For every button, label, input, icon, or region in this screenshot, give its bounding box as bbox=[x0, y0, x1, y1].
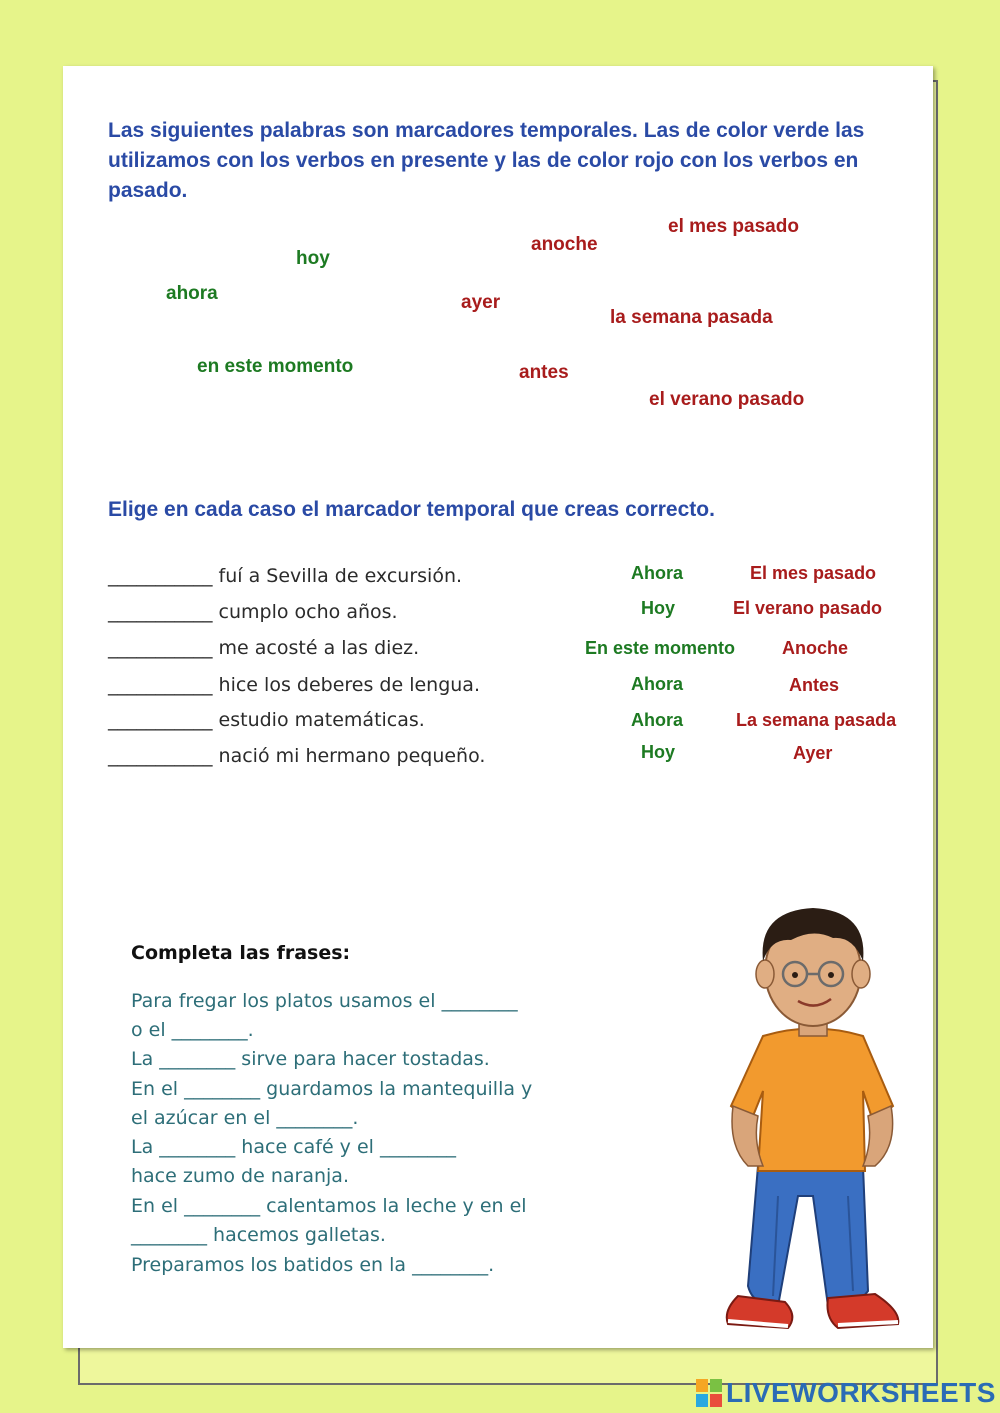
exercise-option-past-6[interactable]: Ayer bbox=[793, 743, 833, 763]
exercise-sentence-4: ___________ hice los deberes de lengua. bbox=[108, 674, 480, 696]
marker-antes: antes bbox=[519, 362, 569, 383]
exercise-option-present-1[interactable]: Ahora bbox=[631, 563, 684, 583]
marker-el-mes-pasado: el mes pasado bbox=[668, 216, 799, 237]
complete-title: Completa las frases: bbox=[131, 942, 351, 964]
worksheet-page bbox=[63, 66, 933, 1348]
complete-line-10: Preparamos los batidos en la ________. bbox=[131, 1254, 495, 1276]
exercise-sentence-2: ___________ cumplo ocho años. bbox=[108, 601, 398, 623]
intro-text: Las siguientes palabras son marcadores temporales. Las de color verde las utilizamos con los verbos en presente y las de color rojo con los verbos en pasado. bbox=[108, 119, 865, 202]
marker-ayer: ayer bbox=[461, 292, 501, 313]
complete-line-5: el azúcar en el ________. bbox=[131, 1107, 359, 1129]
marker-la-semana-pasada: la semana pasada bbox=[610, 307, 773, 328]
exercise-option-past-3[interactable]: Anoche bbox=[782, 638, 849, 658]
marker-ahora: ahora bbox=[166, 283, 218, 304]
complete-line-7: hace zumo de naranja. bbox=[131, 1165, 349, 1187]
marker-en-este-momento: en este momento bbox=[197, 356, 354, 377]
exercise-sentence-1: ___________ fuí a Sevilla de excursión. bbox=[108, 565, 463, 587]
complete-line-1: Para fregar los platos usamos el ________ bbox=[131, 990, 518, 1012]
complete-line-6: La ________ hace café y el ________ bbox=[131, 1136, 456, 1158]
exercise-sentence-3: ___________ me acosté a las diez. bbox=[108, 637, 420, 659]
exercise-option-present-3[interactable]: En este momento bbox=[585, 638, 736, 658]
liveworksheets-logo-icon bbox=[696, 1379, 722, 1407]
exercise-option-past-5[interactable]: La semana pasada bbox=[736, 710, 897, 730]
exercise-option-past-2[interactable]: El verano pasado bbox=[733, 598, 883, 618]
complete-line-8: En el ________ calentamos la leche y en el bbox=[131, 1195, 527, 1217]
complete-line-4: En el ________ guardamos la mantequilla y bbox=[131, 1078, 533, 1100]
exercise-option-present-6[interactable]: Hoy bbox=[641, 742, 676, 762]
marker-hoy: hoy bbox=[296, 248, 330, 269]
marker-el-verano-pasado: el verano pasado bbox=[649, 389, 805, 410]
exercise-option-present-4[interactable]: Ahora bbox=[631, 674, 684, 694]
complete-line-3: La ________ sirve para hacer tostadas. bbox=[131, 1048, 490, 1070]
liveworksheets-logo-text: LIVEWORKSHEETS bbox=[726, 1377, 996, 1408]
exercise-option-past-4[interactable]: Antes bbox=[789, 675, 840, 695]
exercise-option-present-5[interactable]: Ahora bbox=[631, 710, 684, 730]
exercise-sentence-5: ___________ estudio matemáticas. bbox=[108, 709, 425, 731]
boy-illustration bbox=[703, 866, 923, 1346]
marker-anoche: anoche bbox=[531, 234, 598, 255]
exercise-instruction: Elige en cada caso el marcador temporal que creas correcto. bbox=[108, 498, 715, 521]
complete-line-9: ________ hacemos galletas. bbox=[131, 1224, 386, 1246]
exercise-option-present-2[interactable]: Hoy bbox=[641, 598, 676, 618]
liveworksheets-logo[interactable] bbox=[696, 1378, 996, 1408]
complete-line-2: o el ________. bbox=[131, 1019, 254, 1041]
exercise-sentence-6: ___________ nació mi hermano pequeño. bbox=[108, 745, 486, 767]
exercise-option-past-1[interactable]: El mes pasado bbox=[750, 563, 877, 583]
